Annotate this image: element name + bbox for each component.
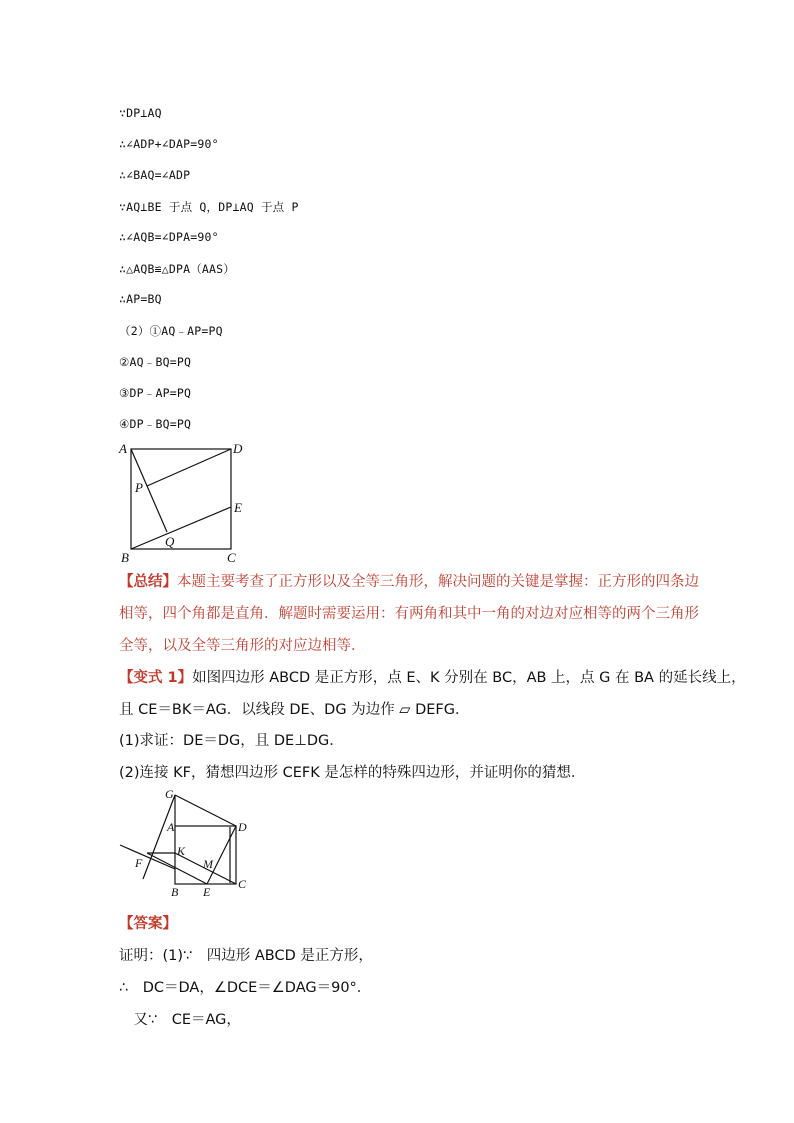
variant-tag: 【变式 1】 — [119, 670, 193, 686]
proof-line-7: ∴AP=BQ — [119, 292, 162, 306]
label-g: G — [165, 787, 174, 801]
square-outline — [131, 449, 231, 549]
label-m: M — [203, 857, 213, 871]
summary-line-2: 相等，四个角都是直角．解题时需要运用：有两角和其中一角的对边对应相等的两个三角形 — [119, 606, 699, 622]
label-a: A — [167, 820, 175, 834]
answer-tag: 【答案】 — [119, 916, 177, 932]
label-b: B — [171, 885, 179, 899]
variant-question-2: (2)连接 KF，猜想四边形 CEFK 是怎样的特殊四边形，并证明你的猜想． — [119, 765, 586, 781]
label-f: F — [135, 856, 143, 870]
proof-line-11: ④DP﹣BQ=PQ — [119, 417, 192, 431]
segment-de — [207, 826, 236, 884]
proof-line-5: ∴∠AQB=∠DPA=90° — [119, 230, 219, 244]
summary-line-1 — [119, 570, 699, 591]
label-e: E — [234, 500, 242, 515]
variant-text-1: 如图四边形 ABCD 是正方形，点 E、K 分别在 BC，AB 上，点 G 在 BA 的延长线上， — [192, 670, 746, 686]
answer-line-1: 证明：(1)∵ 四边形 ABCD 是正方形， — [119, 948, 373, 964]
label-d: D — [238, 820, 247, 834]
summary-tag: 【总结】 — [119, 574, 177, 590]
proof-line-9: ②AQ﹣BQ=PQ — [119, 355, 192, 369]
summary-line-3: 全等，以及全等三角形的对应边相等． — [119, 638, 366, 654]
label-b: B — [121, 550, 129, 565]
answer-line-2: ∴ DC＝DA，∠DCE＝∠DAG＝90°． — [119, 980, 372, 996]
variant-line-1 — [119, 666, 746, 687]
segment-dp — [147, 449, 231, 486]
segment-gd — [175, 795, 236, 826]
variant-question-1: (1)求证：DE＝DG，且 DE⊥DG． — [119, 733, 344, 749]
label-e: E — [203, 885, 211, 899]
extension-line — [120, 845, 175, 869]
label-d: D — [233, 441, 243, 456]
figure-square-abcd — [115, 438, 255, 566]
label-c: C — [227, 550, 236, 565]
label-p: P — [135, 480, 143, 495]
proof-line-6: ∴△AQB≌△DPA（AAS） — [119, 262, 236, 276]
label-a: A — [119, 441, 127, 456]
figure-square-parallelogram — [115, 785, 260, 903]
variant-line-2: 且 CE＝BK＝AG．以线段 DE、DG 为边作 ▱ DEFG． — [119, 702, 470, 718]
proof-line-2: ∴∠ADP+∠DAP=90° — [119, 137, 219, 151]
summary-text-1: 本题主要考查了正方形以及全等三角形，解决问题的关键是掌握：正方形的四条边 — [177, 574, 699, 590]
answer-line-3: 又∵ CE＝AG， — [119, 1012, 241, 1028]
proof-line-4: ∵AQ⊥BE 于点 Q，DP⊥AQ 于点 P — [119, 200, 299, 214]
proof-line-3: ∴∠BAQ=∠ADP — [119, 168, 191, 182]
label-k: K — [177, 844, 186, 858]
proof-line-8: （2）①AQ﹣AP=PQ — [119, 324, 223, 338]
label-c: C — [238, 877, 247, 891]
proof-line-10: ③DP﹣AP=PQ — [119, 386, 192, 400]
proof-line-1: ∵DP⊥AQ — [119, 106, 162, 120]
segment-be — [131, 507, 231, 549]
label-q: Q — [165, 534, 175, 549]
